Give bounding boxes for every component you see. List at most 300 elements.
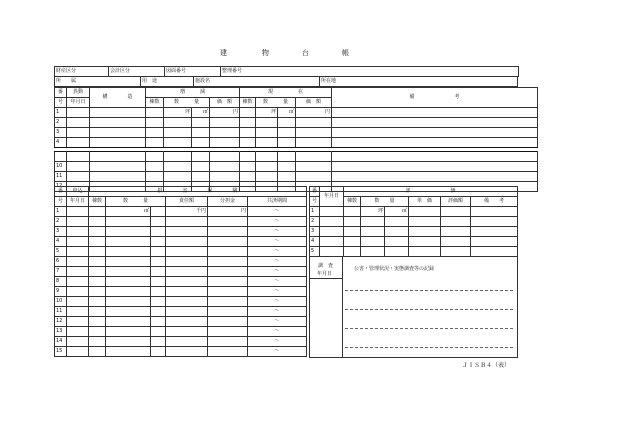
count-cell[interactable] <box>89 297 106 307</box>
count-cell[interactable] <box>89 287 106 297</box>
liability-cell[interactable] <box>166 337 208 347</box>
remarks-cell[interactable] <box>471 227 518 237</box>
qty-cell[interactable] <box>361 237 385 247</box>
drawing-number-cell[interactable] <box>165 67 221 77</box>
table-row <box>310 217 518 227</box>
count-cell[interactable] <box>89 247 106 257</box>
qty-cell[interactable] <box>192 172 210 182</box>
share-cell[interactable] <box>208 257 248 267</box>
qty-cell[interactable] <box>151 207 166 217</box>
qty-cell[interactable] <box>106 267 151 277</box>
table-row <box>55 152 538 162</box>
table-row <box>310 237 518 247</box>
remarks-cell[interactable] <box>471 237 518 247</box>
structure-cell[interactable] <box>90 172 146 182</box>
row-number: 13 <box>55 327 67 337</box>
qty2-cell[interactable] <box>278 138 296 148</box>
qty-cell[interactable] <box>106 287 151 297</box>
appraised-cell[interactable] <box>441 207 471 217</box>
qty-cell[interactable] <box>151 277 166 287</box>
count-cell[interactable] <box>89 347 106 357</box>
count-header: 棟数 <box>146 98 164 108</box>
row-number: 4 <box>310 237 320 247</box>
survey-divider <box>310 278 342 279</box>
liability-cell[interactable] <box>166 237 208 247</box>
remarks-cell[interactable] <box>332 108 538 118</box>
period-tilde: 〜 <box>248 227 307 237</box>
appraised-cell[interactable] <box>441 247 471 257</box>
app-no-header: 番 <box>310 187 320 197</box>
qty-cell[interactable] <box>106 347 151 357</box>
qty2-cell[interactable] <box>278 128 296 138</box>
table-row <box>55 287 307 297</box>
qty-cell[interactable] <box>151 227 166 237</box>
share-cell[interactable] <box>208 347 248 357</box>
date-header: 年月日 <box>67 98 90 108</box>
qty-cell[interactable] <box>106 337 151 347</box>
share-cell[interactable] <box>208 267 248 277</box>
date-cell[interactable] <box>67 247 89 257</box>
note-line <box>345 290 513 291</box>
row-number: 2 <box>55 217 67 227</box>
row-number: 5 <box>310 247 320 257</box>
qty-cell[interactable] <box>164 152 192 162</box>
count-cell[interactable] <box>344 207 361 217</box>
row-number: 1 <box>55 207 67 217</box>
date-cell[interactable] <box>67 277 89 287</box>
remarks-header: 備 考 <box>332 88 538 108</box>
survey-label-2: 年月日 <box>317 271 333 277</box>
structure-cell[interactable] <box>90 138 146 148</box>
note-line <box>345 328 513 329</box>
period-tilde: 〜 <box>248 217 307 227</box>
unit-yen: 円 <box>208 207 248 217</box>
row-number: 2 <box>310 217 320 227</box>
location-label: 所在地 <box>321 78 337 84</box>
price-cell[interactable] <box>210 128 240 138</box>
row-number: 4 <box>55 138 67 148</box>
row-number: 7 <box>55 267 67 277</box>
insurance-table <box>54 186 307 357</box>
row-number: 10 <box>55 162 67 172</box>
qty-cell[interactable] <box>385 227 409 237</box>
affiliation-cell[interactable] <box>55 77 141 87</box>
appraised-cell[interactable] <box>441 217 471 227</box>
row-number: 3 <box>55 128 67 138</box>
row-number: 15 <box>55 347 67 357</box>
price2-cell[interactable] <box>296 172 332 182</box>
share-cell[interactable] <box>208 247 248 257</box>
price-cell[interactable] <box>210 152 240 162</box>
liability-cell[interactable] <box>166 227 208 237</box>
count-cell[interactable] <box>89 327 106 337</box>
table-row <box>55 227 307 237</box>
date-cell[interactable] <box>67 138 90 148</box>
remarks-cell[interactable] <box>332 152 538 162</box>
unit-yen: 円 <box>210 108 240 118</box>
date-cell[interactable] <box>67 307 89 317</box>
qty-cell[interactable] <box>151 307 166 317</box>
table-row <box>310 227 518 237</box>
period-tilde: 〜 <box>248 307 307 317</box>
remarks-cell[interactable] <box>332 118 538 128</box>
app-unitprice-header: 単 価 <box>409 197 441 207</box>
survey-notes-area[interactable] <box>343 278 517 357</box>
date-cell[interactable] <box>67 267 89 277</box>
qty-cell[interactable] <box>151 337 166 347</box>
qty-cell[interactable] <box>151 327 166 337</box>
qty2-cell[interactable] <box>256 162 278 172</box>
count-cell[interactable] <box>344 227 361 237</box>
qty-cell[interactable] <box>151 297 166 307</box>
count2-cell[interactable] <box>240 118 256 128</box>
app-date-header: 年月日 <box>320 187 344 207</box>
qty-cell[interactable] <box>192 118 210 128</box>
qty-cell[interactable] <box>164 128 192 138</box>
price-cell[interactable] <box>210 172 240 182</box>
share-cell[interactable] <box>208 327 248 337</box>
liability-cell[interactable] <box>166 267 208 277</box>
qty-cell[interactable] <box>151 257 166 267</box>
qty-cell[interactable] <box>151 317 166 327</box>
count-cell[interactable] <box>89 307 106 317</box>
remarks-cell[interactable] <box>471 207 518 217</box>
date-cell[interactable] <box>67 108 90 118</box>
count2-cell[interactable] <box>240 172 256 182</box>
count-cell[interactable] <box>89 237 106 247</box>
reference-number-label: 整理番号 <box>222 68 243 74</box>
row-number: 3 <box>55 227 67 237</box>
unit-m2: ㎡ <box>106 207 151 217</box>
table-row <box>55 207 307 217</box>
date-cell[interactable] <box>67 257 89 267</box>
count-cell[interactable] <box>146 172 164 182</box>
reference-number-cell[interactable] <box>221 67 519 77</box>
count2-cell[interactable] <box>240 128 256 138</box>
unitprice-cell[interactable] <box>409 217 441 227</box>
row-number: 6 <box>55 257 67 267</box>
row-number: 11 <box>55 172 67 182</box>
qty-cell[interactable] <box>361 247 385 257</box>
price2-cell[interactable] <box>296 162 332 172</box>
period-tilde: 〜 <box>248 327 307 337</box>
title-char-4: 帳 <box>342 49 349 57</box>
row-number: 5 <box>55 247 67 257</box>
appraised-cell[interactable] <box>441 237 471 247</box>
qty2-cell[interactable] <box>278 118 296 128</box>
row-number-empty <box>55 152 67 162</box>
date-cell[interactable] <box>67 118 90 128</box>
qty-cell[interactable] <box>106 247 151 257</box>
liability-cell[interactable] <box>166 317 208 327</box>
incdec-header: 増 減 <box>146 88 240 98</box>
affiliation-label: 所 属 <box>56 78 77 84</box>
table-row <box>55 138 538 148</box>
liability-cell[interactable] <box>166 277 208 287</box>
count2-cell[interactable] <box>240 152 256 162</box>
qty2-cell[interactable] <box>278 162 296 172</box>
share-cell[interactable] <box>208 227 248 237</box>
row-number: 2 <box>55 118 67 128</box>
change-header: 異動 <box>67 88 90 98</box>
accounting-class-cell[interactable] <box>109 67 165 77</box>
date-cell[interactable] <box>67 207 89 217</box>
qty-cell[interactable] <box>164 138 192 148</box>
share-cell[interactable] <box>208 337 248 347</box>
qty2-cell[interactable] <box>256 138 278 148</box>
table-row <box>310 247 518 257</box>
table-row <box>55 108 538 118</box>
count-cell[interactable] <box>89 207 106 217</box>
title-char-2: 物 <box>262 49 269 57</box>
app-count-header: 棟数 <box>344 197 361 207</box>
ins-share-header: 分担金 <box>208 197 248 207</box>
table-row <box>55 247 307 257</box>
accounting-class-label: 会計区分 <box>110 68 131 74</box>
price2-cell[interactable] <box>296 118 332 128</box>
table-row <box>55 297 307 307</box>
qty2-cell[interactable] <box>278 152 296 162</box>
table-row <box>55 118 538 128</box>
qty2-cell[interactable] <box>256 172 278 182</box>
survey-label-1: 調 査 <box>318 263 334 269</box>
price2-header: 価 額 <box>296 98 332 108</box>
qty-cell[interactable] <box>106 257 151 267</box>
ins-title-header: 損 害 保 険 <box>89 187 307 197</box>
count-cell[interactable] <box>146 118 164 128</box>
date-cell[interactable] <box>67 317 89 327</box>
qty-cell[interactable] <box>106 277 151 287</box>
qty-cell[interactable] <box>385 247 409 257</box>
qty-cell[interactable] <box>106 317 151 327</box>
appraised-cell[interactable] <box>441 227 471 237</box>
qty-cell[interactable] <box>106 307 151 317</box>
count2-header: 棟数 <box>240 98 256 108</box>
table-row <box>55 317 307 327</box>
date-cell[interactable] <box>320 247 344 257</box>
app-appraised-header: 評価額 <box>441 197 471 207</box>
count-cell[interactable] <box>89 337 106 347</box>
qty-cell[interactable] <box>151 247 166 257</box>
liability-cell[interactable] <box>166 327 208 337</box>
unit-tsubo: 坪 <box>361 207 385 217</box>
remarks-cell[interactable] <box>332 128 538 138</box>
qty2-cell[interactable] <box>278 172 296 182</box>
period-tilde: 〜 <box>248 237 307 247</box>
app-qty-header: 数 量 <box>361 197 409 207</box>
date-cell[interactable] <box>67 128 90 138</box>
no-header: 番 <box>55 88 67 98</box>
qty-cell[interactable] <box>361 227 385 237</box>
period-tilde: 〜 <box>248 257 307 267</box>
facility-name-cell[interactable] <box>194 77 320 87</box>
price-cell[interactable] <box>210 118 240 128</box>
location-cell[interactable] <box>320 77 518 87</box>
qty-cell[interactable] <box>151 267 166 277</box>
table-row <box>55 277 307 287</box>
property-class-cell[interactable] <box>55 67 109 77</box>
date-cell[interactable] <box>67 347 89 357</box>
usage-cell[interactable] <box>141 77 194 87</box>
qty-cell[interactable] <box>151 237 166 247</box>
qty-cell[interactable] <box>385 217 409 227</box>
count-cell[interactable] <box>89 257 106 267</box>
facility-name-label: 施設名 <box>195 78 211 84</box>
qty-cell[interactable] <box>151 217 166 227</box>
count-cell[interactable] <box>146 138 164 148</box>
date-cell[interactable] <box>67 237 89 247</box>
header-table-2 <box>54 76 518 87</box>
qty2-header: 数 量 <box>256 98 296 108</box>
no-header-2: 号 <box>55 98 67 108</box>
row-number: 12 <box>55 317 67 327</box>
share-cell[interactable] <box>208 217 248 227</box>
row-number: 12 <box>55 182 67 192</box>
row-number: 11 <box>55 307 67 317</box>
table-row <box>55 217 307 227</box>
unitprice-cell[interactable] <box>409 247 441 257</box>
price2-cell[interactable] <box>296 152 332 162</box>
date-cell[interactable] <box>67 297 89 307</box>
structure-cell[interactable] <box>90 118 146 128</box>
period-tilde: 〜 <box>248 277 307 287</box>
liability-cell[interactable] <box>166 217 208 227</box>
qty-cell[interactable] <box>106 237 151 247</box>
structure-cell[interactable] <box>90 128 146 138</box>
qty-cell[interactable] <box>151 287 166 297</box>
row-number: 8 <box>55 277 67 287</box>
date-cell[interactable] <box>67 152 90 162</box>
share-cell[interactable] <box>208 287 248 297</box>
qty-cell[interactable] <box>192 162 210 172</box>
qty2-cell[interactable] <box>256 128 278 138</box>
usage-label: 用 途 <box>142 78 158 84</box>
liability-cell[interactable] <box>166 297 208 307</box>
qty-cell[interactable] <box>164 162 192 172</box>
count-cell[interactable] <box>89 317 106 327</box>
qty-cell[interactable] <box>106 227 151 237</box>
ins-liability-header: 責任額 <box>166 197 208 207</box>
count-cell[interactable] <box>146 152 164 162</box>
date-cell[interactable] <box>67 287 89 297</box>
date-cell[interactable] <box>67 327 89 337</box>
ins-no-header-2: 号 <box>55 197 67 207</box>
count-cell[interactable] <box>344 217 361 227</box>
structure-header: 構 造 <box>90 88 146 108</box>
date-cell[interactable] <box>67 227 89 237</box>
ins-no-header: 番 <box>55 187 67 197</box>
date-cell[interactable] <box>67 337 89 347</box>
table-row <box>55 172 538 182</box>
qty-cell[interactable] <box>192 128 210 138</box>
liability-cell[interactable] <box>166 257 208 267</box>
share-cell[interactable] <box>208 297 248 307</box>
period-tilde: 〜 <box>248 267 307 277</box>
remarks-cell[interactable] <box>332 138 538 148</box>
date-cell[interactable] <box>67 217 89 227</box>
qty-cell[interactable] <box>151 347 166 357</box>
count-cell[interactable] <box>89 267 106 277</box>
structure-cell[interactable] <box>90 108 146 118</box>
unitprice-cell[interactable] <box>409 237 441 247</box>
structure-cell[interactable] <box>90 152 146 162</box>
structure-cell[interactable] <box>90 162 146 172</box>
period-tilde: 〜 <box>248 207 307 217</box>
price-cell[interactable] <box>210 162 240 172</box>
count-cell[interactable] <box>89 217 106 227</box>
unitprice-cell[interactable] <box>409 207 441 217</box>
count2-cell[interactable] <box>240 138 256 148</box>
unit-m2: ㎡ <box>385 207 409 217</box>
price2-cell[interactable] <box>296 128 332 138</box>
qty-cell[interactable] <box>164 172 192 182</box>
qty-cell[interactable] <box>106 297 151 307</box>
price-cell[interactable] <box>210 138 240 148</box>
date-cell[interactable] <box>320 207 344 217</box>
share-cell[interactable] <box>208 237 248 247</box>
survey-date-column <box>310 257 343 357</box>
date-cell[interactable] <box>320 227 344 237</box>
remarks-cell[interactable] <box>332 172 538 182</box>
price2-cell[interactable] <box>296 138 332 148</box>
unit-thousand: 千円 <box>166 207 208 217</box>
liability-cell[interactable] <box>166 347 208 357</box>
qty-cell[interactable] <box>361 217 385 227</box>
count-cell[interactable] <box>344 247 361 257</box>
remarks-cell[interactable] <box>471 247 518 257</box>
row-number: 4 <box>55 237 67 247</box>
row-number: 3 <box>310 227 320 237</box>
table-row <box>310 207 518 217</box>
share-cell[interactable] <box>208 307 248 317</box>
qty-cell[interactable] <box>192 138 210 148</box>
app-no-header-2: 号 <box>310 197 320 207</box>
date-cell[interactable] <box>67 172 90 182</box>
remarks-cell[interactable] <box>471 217 518 227</box>
liability-cell[interactable] <box>166 307 208 317</box>
liability-cell[interactable] <box>166 247 208 257</box>
table-row <box>55 257 307 267</box>
liability-cell[interactable] <box>166 287 208 297</box>
drawing-number-label: 図面番号 <box>166 68 187 74</box>
qty2-cell[interactable] <box>256 118 278 128</box>
count-cell[interactable] <box>89 277 106 287</box>
qty-cell[interactable] <box>106 217 151 227</box>
table-row <box>55 337 307 347</box>
count-cell[interactable] <box>344 237 361 247</box>
date-cell[interactable] <box>67 162 90 172</box>
count-cell[interactable] <box>146 128 164 138</box>
unitprice-cell[interactable] <box>409 227 441 237</box>
date-cell[interactable] <box>320 237 344 247</box>
qty-cell[interactable] <box>192 152 210 162</box>
table-row <box>55 267 307 277</box>
count-cell[interactable] <box>146 108 164 118</box>
count-cell[interactable] <box>146 162 164 172</box>
count2-cell[interactable] <box>240 162 256 172</box>
count-cell[interactable] <box>89 227 106 237</box>
qty-cell[interactable] <box>106 327 151 337</box>
share-cell[interactable] <box>208 277 248 287</box>
date-cell[interactable] <box>320 217 344 227</box>
count2-cell[interactable] <box>240 108 256 118</box>
period-tilde: 〜 <box>248 297 307 307</box>
share-cell[interactable] <box>208 317 248 327</box>
qty-cell[interactable] <box>164 118 192 128</box>
qty-cell[interactable] <box>385 237 409 247</box>
remarks-cell[interactable] <box>332 162 538 172</box>
qty2-cell[interactable] <box>256 152 278 162</box>
